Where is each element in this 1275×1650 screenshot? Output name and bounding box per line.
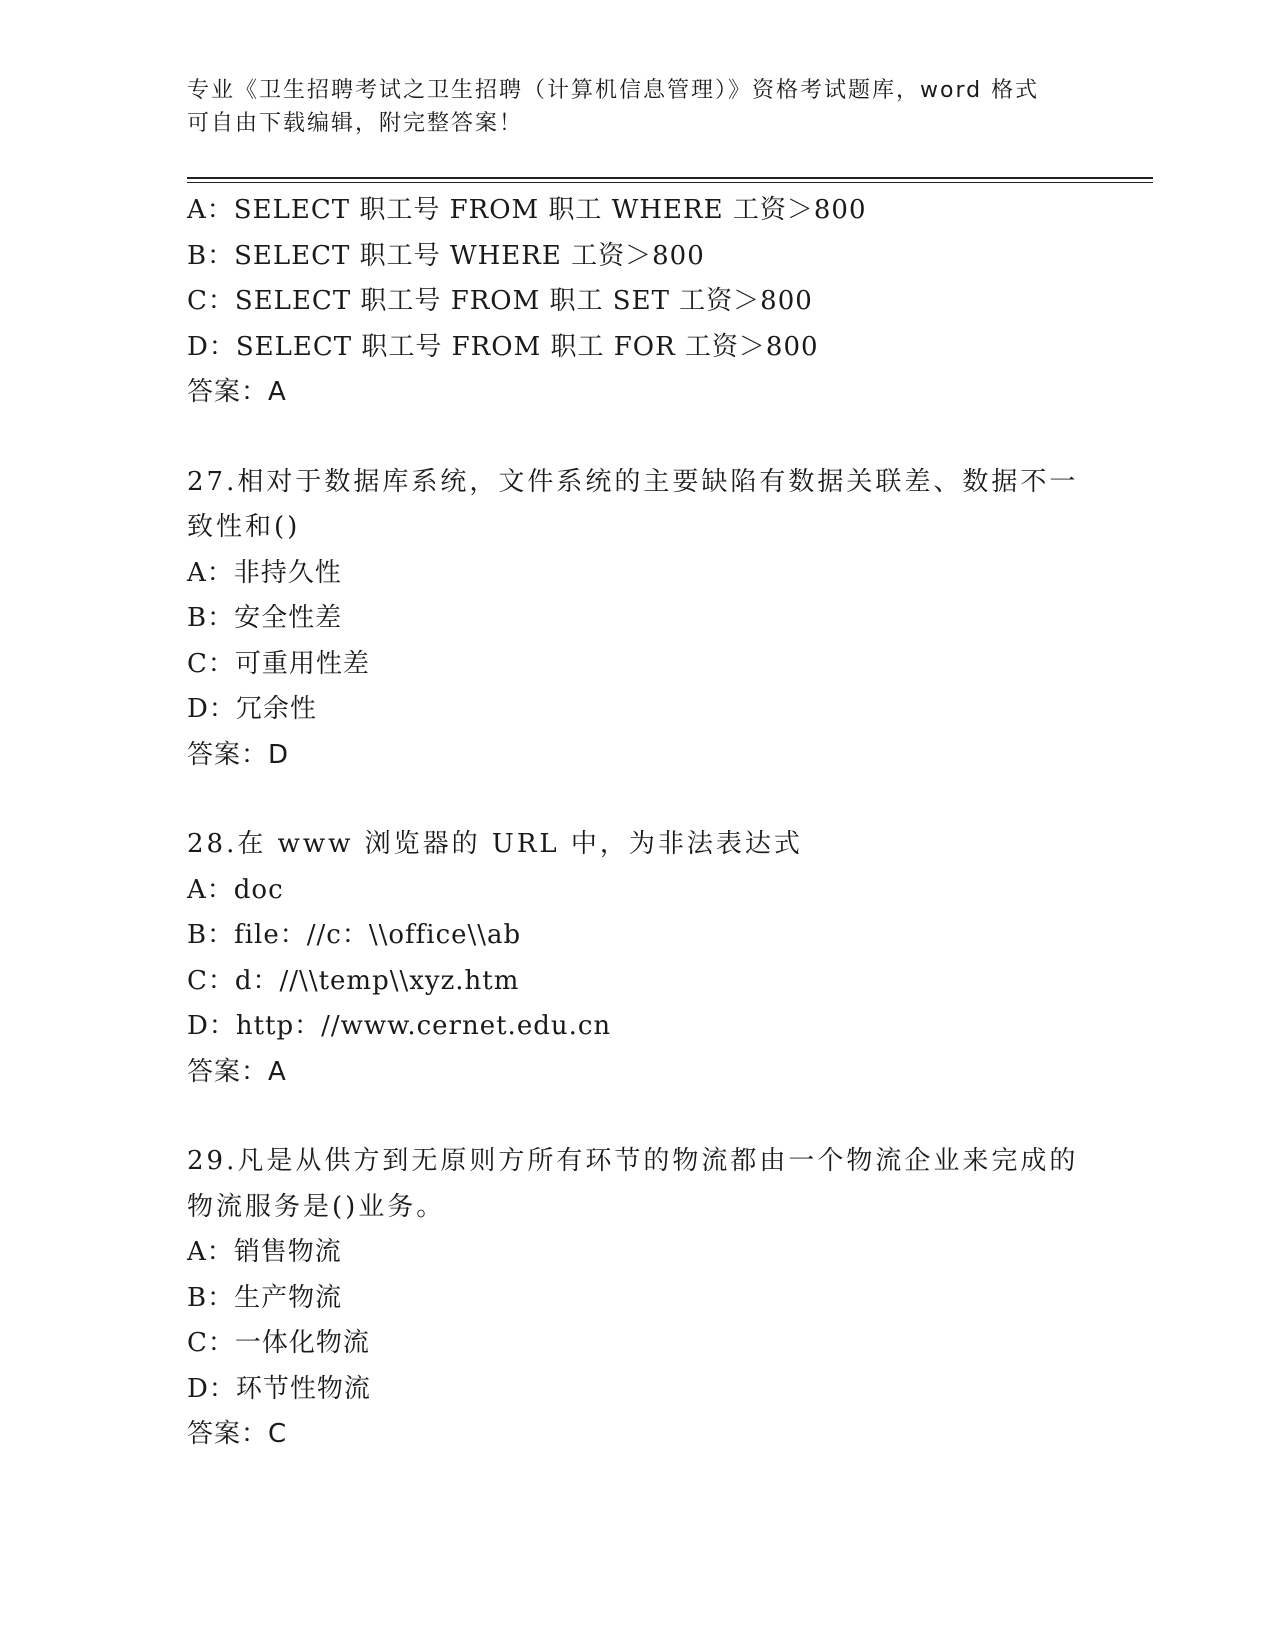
- question-list: [187, 188, 1087, 1458]
- option-a: A：非持久性: [187, 557, 342, 588]
- option-b: B：生产物流: [187, 1282, 343, 1313]
- option-c: C：d：//\\temp\\xyz.htm: [187, 965, 520, 996]
- spacer: [187, 416, 1087, 460]
- question-stem-line-2: 致性和(): [187, 512, 301, 542]
- document-header: [187, 74, 1087, 140]
- question-29: [187, 1139, 1087, 1458]
- question-stem-line-2: 物流服务是()业务。: [187, 1191, 446, 1222]
- option-a: A：doc: [187, 874, 284, 905]
- question-28: [187, 822, 1087, 1095]
- spacer: [187, 778, 1087, 822]
- question-stem-line-1: 27.相对于数据库系统，文件系统的主要缺陷有数据关联差、数据不一: [187, 466, 1079, 497]
- option-d: D：SELECT 职工号 FROM 职工 FOR 工资＞800: [187, 331, 819, 362]
- option-a: A：销售物流: [187, 1237, 342, 1267]
- option-c: C：SELECT 职工号 FROM 职工 SET 工资＞800: [187, 286, 813, 316]
- header-line-1: 专业《卫生招聘考试之卫生招聘（计算机信息管理）》资格考试题库，word 格式: [187, 78, 1040, 103]
- answer-line: 答案：D: [187, 739, 290, 770]
- answer-line: 答案：A: [187, 377, 287, 407]
- option-d: D：http：//www.cernet.edu.cn: [187, 1011, 612, 1041]
- option-b: B：SELECT 职工号 WHERE 工资＞800: [187, 240, 705, 271]
- option-b: B：安全性差: [187, 603, 343, 633]
- option-c: C：一体化物流: [187, 1328, 370, 1358]
- answer-line: 答案：A: [187, 1056, 287, 1087]
- option-a: A：SELECT 职工号 FROM 职工 WHERE 工资＞800: [187, 195, 867, 225]
- option-d: D：冗余性: [187, 694, 317, 724]
- option-c: C：可重用性差: [187, 648, 370, 679]
- header-divider-thick: [187, 177, 1153, 179]
- question-stem-line-1: 29.凡是从供方到无原则方所有环节的物流都由一个物流企业来完成的: [187, 1146, 1079, 1176]
- question-26: [187, 188, 1087, 416]
- header-line-2: 可自由下载编辑，附完整答案！: [187, 111, 524, 136]
- option-d: D：环节性物流: [187, 1373, 371, 1404]
- question-stem-line-1: 28.在 www 浏览器的 URL 中，为非法表达式: [187, 829, 803, 859]
- option-b: B：file：//c：\\office\\ab: [187, 920, 522, 950]
- header-divider-thin: [187, 182, 1153, 183]
- answer-line: 答案：C: [187, 1419, 288, 1449]
- spacer: [187, 1095, 1087, 1139]
- question-27: [187, 460, 1087, 779]
